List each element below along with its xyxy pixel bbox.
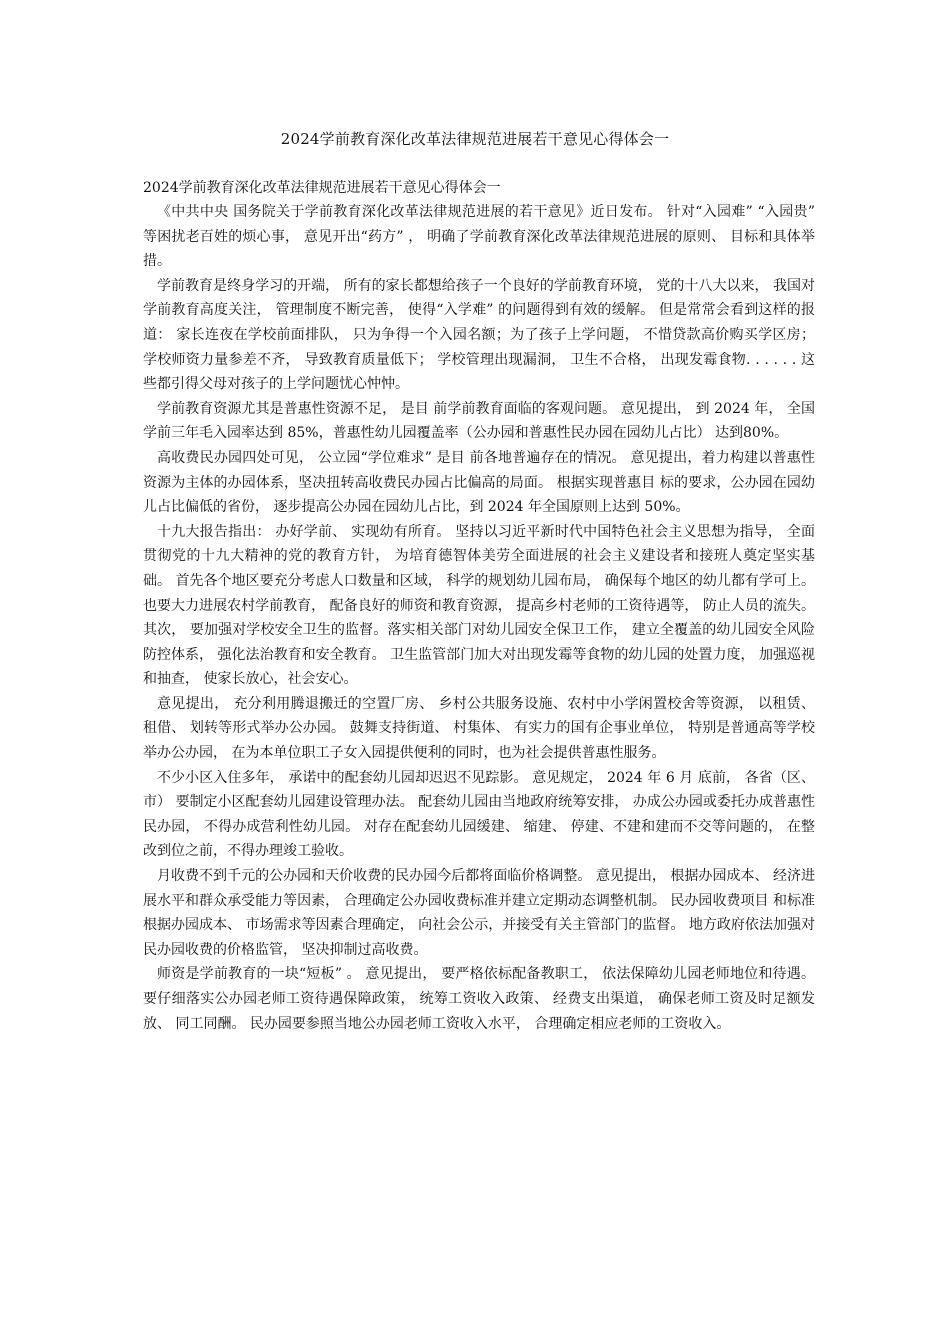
paragraph-high-fee-private: 高收费民办园四处可见， 公立园“学位难求” 是目 前各地普遍存在的情况。 意见提出，着力构建以普惠性资源为主体的办园体系，坚决扭转高收费民办园占比偏高的局面。 根据实现普惠目 标的要求，公办园在园幼儿占比偏低的省份， 逐步提高公办园在园幼儿占比，到 2024 年全国原则上达到 50%。: [143, 449, 815, 516]
paragraph-fee-adjustment: 月收费不到千元的公办园和天价收费的民办园今后都将面临价格调整。 意见提出， 根据办园成本、 经济进展水平和群众承受能力等因素， 合理确定公办园收费标准并建立定期动态调整机制。 民办园收费项目 和标准根据办园成本、 市场需求等因素合理确定， 向社会公示，并接受有关主管部门的监督。 地方政府依法加强对民办园收费的价格监管， 坚决抑制过高收费。: [143, 868, 815, 958]
document-title: 2024学前教育深化改革法律规范进展若干意见心得体会一: [280, 130, 670, 148]
paragraph-resource-shortage: 学前教育资源尤其是普惠性资源不足， 是目 前学前教育面临的客观问题。 意见提出， 到 2024 年， 全国学前三年毛入园率达到 85%，普惠性幼儿园覆盖率（公办园和普惠性民办园在园幼儿占比） 达到80%。: [143, 400, 815, 442]
paragraph-lifelong-learning: 学前教育是终身学习的开端， 所有的家长都想给孩子一个良好的学前教育环境， 党的十八大以来， 我国对学前教育高度关注， 管理制度不断完善， 使得“入学难” 的问题得到有效的缓解。 但是常常会看到这样的报道： 家长连夜在学校前面排队， 只为争得一个入园名额；为了孩子上学问题， 不惜贷款高价购买学区房； 学校师资力量参差不齐， 导致教育质量低下； 学校管理出现漏洞， 卫生不合格， 出现发霉食物. . . . . . 这些都引得父母对孩子的上学问题忧心忡忡。: [143, 277, 815, 393]
paragraph-idle-facilities: 意见提出， 充分利用腾退搬迁的空置厂房、 乡村公共服务设施、农村中小学闲置校舍等资源， 以租赁、 租借、 划转等形式举办公办园。 鼓舞支持街道、 村集体、 有实力的国有企事业单位， 特别是普通高等学校举办公办园， 在为本单位职工子女入园提供便利的同时，也为社会提供普惠性服务。: [143, 695, 815, 762]
paragraph-announcement: 《中共中央 国务院关于学前教育深化改革法律规范进展的若干意见》近日发布。 针对“入园难” “入园贵” 等困扰老百姓的烦心事， 意见开出“药方” ， 明确了学前教育深化改革法律规范进展的原则、 目标和具体举措。: [143, 204, 815, 270]
document-body: [143, 176, 815, 1036]
document-subtitle: 2024学前教育深化改革法律规范进展若干意见心得体会一: [143, 180, 501, 196]
paragraph-community-kindergarten: 不少小区入住多年， 承诺中的配套幼儿园却迟迟不见踪影。 意见规定， 2024 年 6 月 底前， 各省（区、 市） 要制定小区配套幼儿园建设管理办法。 配套幼儿园由当地政府统筹安排， 办成公办园或委托办成普惠性民办园， 不得办成营利性幼儿园。 对存在配套幼儿园缓建、 缩建、 停建、不建和建而不交等问题的， 在整改到位之前，不得办理竣工验收。: [143, 769, 815, 860]
paragraph-nineteenth-congress: 十九大报告指出： 办好学前、 实现幼有所育。 坚持以习近平新时代中国特色社会主义思想为指导， 全面贯彻党的十九大精神的党的教育方针， 为培育德智体美劳全面进展的社会主义建设者和接班人奠定坚实基础。 首先各个地区要充分考虑人口数量和区域， 科学的规划幼儿园布局， 确保每个地区的幼儿都有学可上。 也要大力进展农村学前教育， 配备良好的师资和教育资源， 提高乡村老师的工资待遇等， 防止人员的流失。 其次， 要加强对学校安全卫生的监督。落实相关部门对幼儿园安全保卫工作， 建立全覆盖的幼儿园安全风险防控体系， 强化法治教育和安全教育。 卫生监管部门加大对出现发霉等食物的幼儿园的处置力度， 加强巡视和抽查， 使家长放心，社会安心。: [143, 523, 815, 688]
paragraph-teacher-salary: 师资是学前教育的一块“短板” 。 意见提出， 要严格依标配备教职工， 依法保障幼儿园老师地位和待遇。 要仔细落实公办园老师工资待遇保障政策， 统筹工资收入政策、 经费支出渠道， 确保老师工资及时足额发放、 同工同酬。 民办园要参照当地公办园老师工资收入水平， 合理确定相应老师的工资收入。: [143, 966, 815, 1032]
